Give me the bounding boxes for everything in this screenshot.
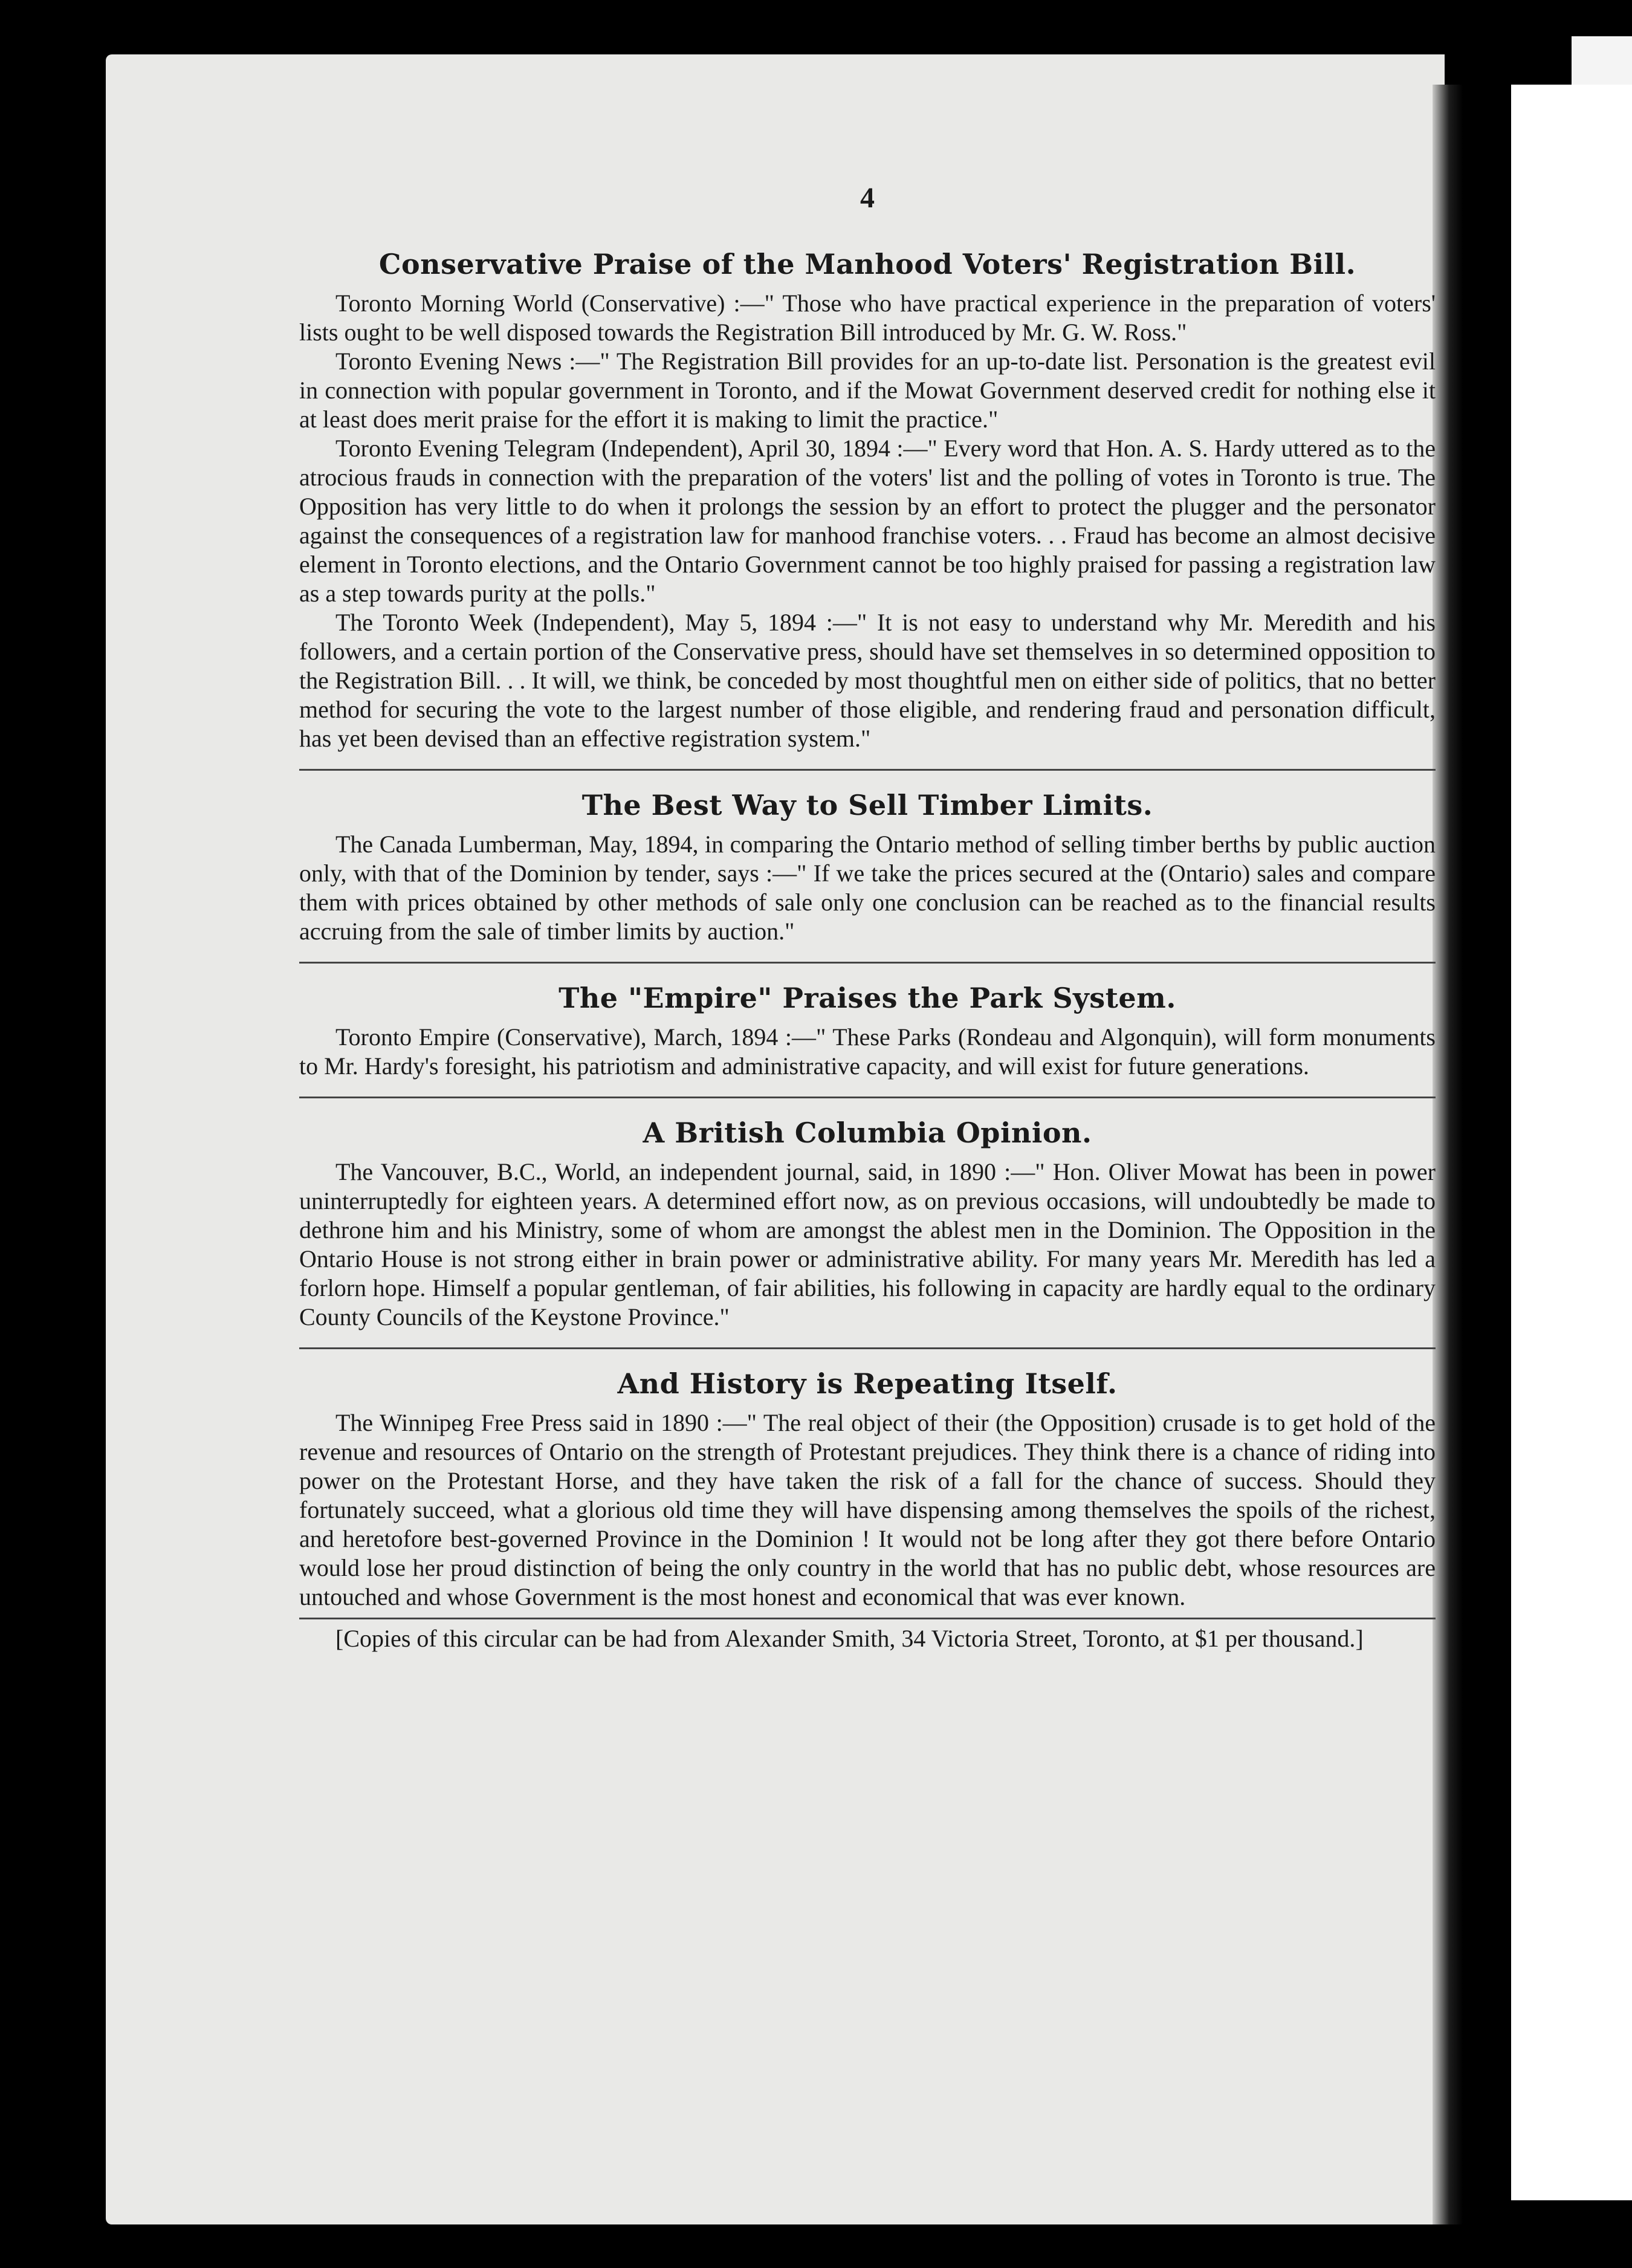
paragraph: The Toronto Week (Independent), May 5, 1894 :—" It is not easy to understand why Mr. Meredith and his followers, and a certain portion of the Conservative press, should have set themselves in so determined opposition to the Registration Bill. . . It will, we think, be conceded by most thoughtful men on either side of politics, that no better method for securing the vote to the largest number of those eligible, and rendering fraud and personation difficult, has yet been devised than an effective registration system.": [299, 609, 1436, 752]
paragraph: The Canada Lumberman, May, 1894, in comparing the Ontario method of selling timber berths by public auction only, with that of the Dominion by tender, says :—" If we take the prices secured at the (Ontario) sales and compare them with prices obtained by other methods of sale only one conclusion can be reached as to the financial results accruing from the sale of timber limits by auction.": [299, 831, 1436, 945]
divider: [299, 769, 1436, 771]
paragraph: Toronto Evening Telegram (Independent), April 30, 1894 :—" Every word that Hon. A. S. Hardy uttered as to the atrocious frauds in connection with the preparation of the voters' list and the polling of votes in Toronto is true. The Opposition has very little to do when it prolongs the session by an effort to protect the plugger and the personator against the consequences of a registration law for manhood franchise voters. . . Fraud has become an almost decisive element in Toronto elections, and the Ontario Government cannot be too highly praised for passing a registration law as a step towards purity at the polls.": [299, 435, 1436, 607]
section-history-repeating: [299, 1367, 1436, 1612]
paragraph: Toronto Evening News :—" The Registration Bill provides for an up-to-date list. Personation is the greatest evil in connection with popular government in Toronto, and if the Mowat Government deserved credit for nothing else it at least does merit praise for the effort it is making to limit the practice.": [299, 348, 1436, 433]
background-edge: [1457, 0, 1632, 36]
section-heading: The "Empire" Praises the Park System.: [559, 982, 1176, 1014]
paragraph: The Winnipeg Free Press said in 1890 :—" The real object of their (the Opposition) crusade is to get hold of the revenue and resources of Ontario on the strength of Protestant prejudices. They think there is a chance of riding into power on the Protestant Horse, and they have taken the risk of a fall for the chance of success. Should they fortunately succeed, what a glorious old time they will have dispensing among themselves the spoils of the richest, and heretofore best-governed Province in the Dominion ! It would not be long after they got there before Ontario would lose her proud distinction of being the only country in the world that has no public debt, whose resources are untouched and whose Government is the most honest and economical that was ever known.: [299, 1409, 1436, 1610]
page-binding-shadow: [1433, 85, 1463, 2224]
section-heading: The Best Way to Sell Timber Limits.: [581, 789, 1153, 821]
section-heading: And History is Repeating Itself.: [617, 1367, 1118, 1400]
section-timber-limits: [299, 789, 1436, 946]
paragraph: The Vancouver, B.C., World, an independent journal, said, in 1890 :—" Hon. Oliver Mowat has been in power uninterruptedly for eighteen years. A determined effort now, as on previous occasions, will undoubtedly be made to dethrone him and his Ministry, some of whom are amongst the ablest men in the Dominion. The Opposition in the Ontario House is not strong either in brain power or administrative ability. For many years Mr. Meredith has led a forlorn hope. Himself a popular gentleman, of fair abilities, his following in capacity are hardly equal to the ordinary County Councils of the Keystone Province.": [299, 1158, 1436, 1330]
divider: [299, 1097, 1436, 1098]
divider: [299, 1618, 1436, 1619]
divider: [299, 1347, 1436, 1349]
page-content: [299, 181, 1436, 1653]
footer-notice: [Copies of this circular can be had from Alexander Smith, 34 Victoria Street, Toronto, at $1 per thousand.]: [335, 1625, 1364, 1652]
paragraph: Toronto Morning World (Conservative) :—" Those who have practical experience in the preparation of voters' lists ought to be well disposed towards the Registration Bill introduced by Mr. G. W. Ross.": [299, 290, 1436, 346]
section-british-columbia: [299, 1116, 1436, 1332]
paragraph: Toronto Empire (Conservative), March, 1894 :—" These Parks (Rondeau and Algonquin), will form monuments to Mr. Hardy's foresight, his patriotism and administrative capacity, and will exist for future generations.: [299, 1023, 1436, 1080]
page-number: 4: [860, 182, 875, 214]
divider: [299, 962, 1436, 964]
section-heading: Conservative Praise of the Manhood Voters' Registration Bill.: [378, 248, 1356, 280]
adjacent-sheet: [1511, 85, 1632, 2200]
section-heading: A British Columbia Opinion.: [643, 1116, 1092, 1149]
adjacent-sheet-top: [1572, 36, 1632, 85]
section-registration-bill: [299, 248, 1436, 753]
section-park-system: [299, 982, 1436, 1081]
